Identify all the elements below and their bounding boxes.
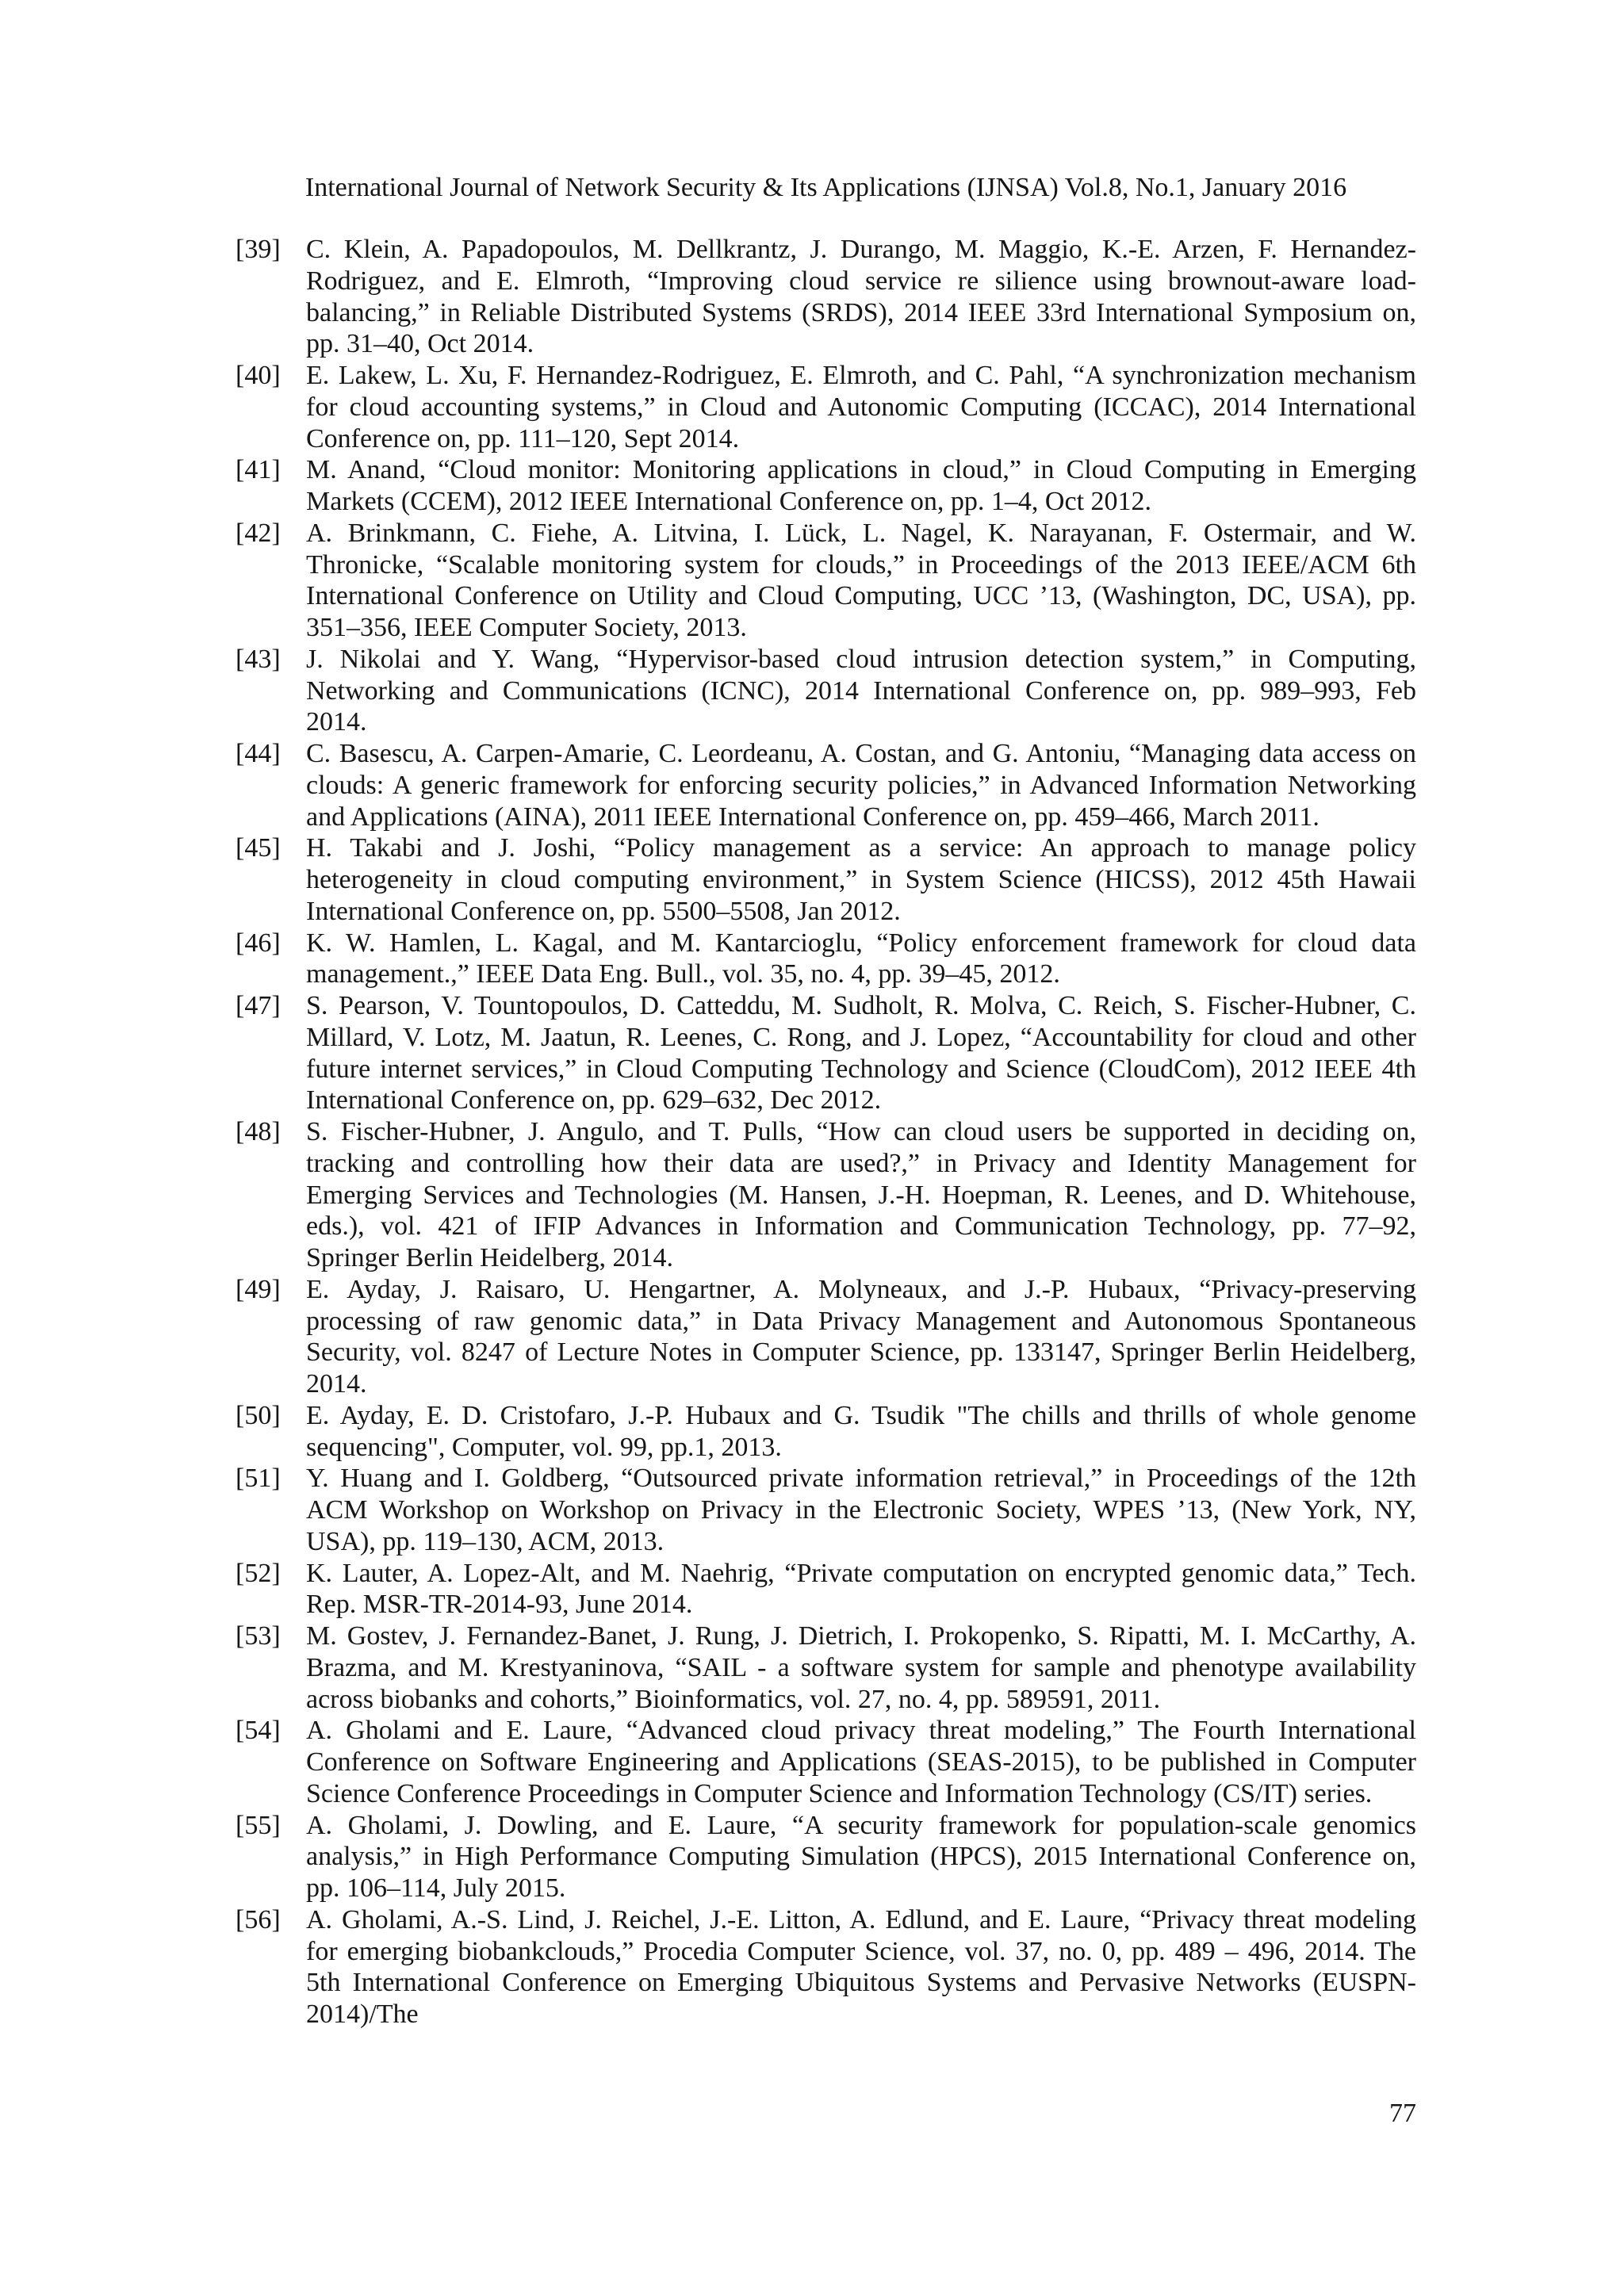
reference-item xyxy=(236,234,1416,360)
reference-number: [45] xyxy=(236,833,281,863)
reference-line: Security, vol. 8247 of Lecture Notes in Computer Science, pp. 133147, Springer Berlin Heidelberg, xyxy=(306,1337,1416,1368)
reference-item xyxy=(236,1274,1416,1400)
reference-line: management.,” IEEE Data Eng. Bull., vol. 35, no. 4, pp. 39–45, 2012. xyxy=(306,959,1060,989)
reference-number: [55] xyxy=(236,1810,281,1840)
reference-line: International Conference on, pp. 629–632, Dec 2012. xyxy=(306,1085,882,1115)
reference-line: E. Ayday, E. D. Cristofaro, J.-P. Hubaux and G. Tsudik "The chills and thrills of whole genome xyxy=(306,1400,1416,1430)
reference-item xyxy=(236,1400,1416,1464)
reference-item xyxy=(236,1621,1416,1715)
reference-list xyxy=(236,234,1416,2030)
reference-line: M. Gostev, J. Fernandez-Banet, J. Rung, J. Dietrich, I. Prokopenko, S. Ripatti, M. I. McCarthy, A. xyxy=(306,1621,1416,1651)
reference-number: [49] xyxy=(236,1274,281,1304)
reference-number: [51] xyxy=(236,1464,281,1494)
reference-item xyxy=(236,360,1416,454)
reference-line: for emerging biobankclouds,” Procedia Computer Science, vol. 37, no. 0, pp. 489 – 496, 2014. The xyxy=(306,1936,1416,1966)
reference-number: [39] xyxy=(236,235,281,264)
reference-item xyxy=(236,928,1416,991)
reference-line: for cloud accounting systems,” in Cloud and Autonomic Computing (ICCAC), 2014 International xyxy=(306,392,1416,422)
reference-item xyxy=(236,738,1416,832)
reference-number: [40] xyxy=(236,361,281,390)
reference-line: clouds: A generic framework for enforcing security policies,” in Advanced Information Networking xyxy=(306,770,1416,800)
reference-line: future internet services,” in Cloud Computing Technology and Science (CloudCom), 2012 IEEE 4th xyxy=(306,1054,1416,1084)
reference-number: [44] xyxy=(236,739,281,768)
reference-item xyxy=(236,454,1416,518)
reference-line: Brazma, and M. Krestyaninova, “SAIL - a software system for sample and phenotype availability xyxy=(306,1652,1416,1682)
reference-line: 5th International Conference on Emerging Ubiquitous Systems and Pervasive Networks (EUSPN- xyxy=(306,1968,1416,1998)
reference-line: processing of raw genomic data,” in Data Privacy Management and Autonomous Spontaneous xyxy=(306,1306,1416,1336)
reference-number: [50] xyxy=(236,1400,281,1430)
reference-line: eds.), vol. 421 of IFIP Advances in Information and Communication Technology, pp. 77–92, xyxy=(306,1211,1416,1242)
reference-line: E. Ayday, J. Raisaro, U. Hengartner, A. Molyneaux, and J.-P. Hubaux, “Privacy-preserving xyxy=(306,1274,1416,1304)
running-header: International Journal of Network Security & Its Applications (IJNSA) Vol.8, No.1, January 2016 xyxy=(304,173,1347,202)
reference-line: A. Gholami and E. Laure, “Advanced cloud privacy threat modeling,” The Fourth International xyxy=(306,1716,1416,1746)
reference-line: Millard, V. Lotz, M. Jaatun, R. Leenes, C. Rong, and J. Lopez, “Accountability for cloud and other xyxy=(306,1022,1416,1052)
reference-line: Rep. MSR-TR-2014-93, June 2014. xyxy=(306,1590,693,1620)
reference-line: H. Takabi and J. Joshi, “Policy management as a service: An approach to manage policy xyxy=(306,833,1416,863)
page-number: 77 xyxy=(1389,2099,1416,2128)
reference-line: 2014. xyxy=(306,707,367,737)
reference-line: J. Nikolai and Y. Wang, “Hypervisor-based cloud intrusion detection system,” in Computing, xyxy=(306,644,1416,674)
reference-line: A. Gholami, J. Dowling, and E. Laure, “A security framework for population-scale genomics xyxy=(306,1810,1416,1840)
reference-line: pp. 106–114, July 2015. xyxy=(306,1873,566,1903)
reference-number: [56] xyxy=(236,1904,281,1934)
reference-item xyxy=(236,832,1416,927)
reference-line: C. Basescu, A. Carpen-Amarie, C. Leordeanu, A. Costan, and G. Antoniu, “Managing data access on xyxy=(306,739,1416,768)
reference-line: tracking and controlling how their data are used?,” in Privacy and Identity Management for xyxy=(306,1148,1416,1178)
reference-line: Springer Berlin Heidelberg, 2014. xyxy=(306,1243,674,1272)
reference-line: ACM Workshop on Workshop on Privacy in the Electronic Society, WPES ’13, (New York, NY, xyxy=(306,1495,1416,1525)
reference-number: [46] xyxy=(236,928,281,958)
reference-number: [41] xyxy=(236,455,281,485)
reference-item xyxy=(236,1558,1416,1621)
reference-line: balancing,” in Reliable Distributed Systems (SRDS), 2014 IEEE 33rd International Symposium on, xyxy=(306,297,1416,327)
reference-number: [53] xyxy=(236,1621,281,1651)
reference-line: Emerging Services and Technologies (M. Hansen, J.-H. Hoepman, R. Leenes, and D. Whitehouse, xyxy=(306,1180,1416,1210)
reference-line: C. Klein, A. Papadopoulos, M. Dellkrantz, J. Durango, M. Maggio, K.-E. Arzen, F. Hernandez- xyxy=(306,235,1416,264)
reference-line: Networking and Communications (ICNC), 2014 International Conference on, pp. 989–993, Feb xyxy=(306,675,1416,706)
reference-line: pp. 31–40, Oct 2014. xyxy=(306,329,534,359)
reference-number: [54] xyxy=(236,1716,281,1746)
reference-line: A. Brinkmann, C. Fiehe, A. Litvina, I. Lück, L. Nagel, K. Narayanan, F. Ostermair, and W. xyxy=(306,518,1416,548)
reference-item xyxy=(236,1116,1416,1274)
reference-line: analysis,” in High Performance Computing Simulation (HPCS), 2015 International Conference on, xyxy=(306,1842,1416,1872)
reference-line: International Conference on Utility and Cloud Computing, UCC ’13, (Washington, DC, USA), pp. xyxy=(306,581,1416,611)
reference-number: [47] xyxy=(236,991,281,1020)
reference-item xyxy=(236,644,1416,738)
reference-line: Thronicke, “Scalable monitoring system for clouds,” in Proceedings of the 2013 IEEE/ACM 6th xyxy=(306,549,1416,580)
reference-line: K. Lauter, A. Lopez-Alt, and M. Naehrig, “Private computation on encrypted genomic data,” Tech. xyxy=(306,1558,1416,1588)
reference-line: Science Conference Proceedings in Computer Science and Information Technology (CS/IT) series. xyxy=(306,1778,1373,1808)
reference-line: 351–356, IEEE Computer Society, 2013. xyxy=(306,613,747,642)
reference-item xyxy=(236,518,1416,644)
reference-line: M. Anand, “Cloud monitor: Monitoring applications in cloud,” in Cloud Computing in Emerging xyxy=(306,455,1416,485)
reference-line: A. Gholami, A.-S. Lind, J. Reichel, J.-E. Litton, A. Edlund, and E. Laure, “Privacy threat modeling xyxy=(306,1904,1416,1934)
reference-line: 2014)/The xyxy=(306,1999,419,2029)
reference-line: 2014. xyxy=(306,1369,367,1399)
reference-line: across biobanks and cohorts,” Bioinformatics, vol. 27, no. 4, pp. 589591, 2011. xyxy=(306,1684,1161,1714)
reference-line: International Conference on, pp. 5500–5508, Jan 2012. xyxy=(306,896,901,926)
reference-line: Rodriguez, and E. Elmroth, “Improving cloud service re silience using brownout-aware load- xyxy=(306,266,1416,296)
reference-line: and Applications (AINA), 2011 IEEE International Conference on, pp. 459–466, March 2011. xyxy=(306,802,1320,832)
reference-item xyxy=(236,990,1416,1116)
reference-item xyxy=(236,1810,1416,1904)
reference-number: [48] xyxy=(236,1117,281,1146)
reference-line: Conference on, pp. 111–120, Sept 2014. xyxy=(306,423,740,453)
reference-line: Markets (CCEM), 2012 IEEE International Conference on, pp. 1–4, Oct 2012. xyxy=(306,487,1152,516)
reference-line: K. W. Hamlen, L. Kagal, and M. Kantarcioglu, “Policy enforcement framework for cloud data xyxy=(306,928,1416,958)
reference-line: USA), pp. 119–130, ACM, 2013. xyxy=(306,1526,665,1556)
reference-line: Conference on Software Engineering and Applications (SEAS-2015), to be published in Computer xyxy=(306,1747,1416,1777)
reference-line: S. Fischer-Hubner, J. Angulo, and T. Pulls, “How can cloud users be supported in deciding on, xyxy=(306,1117,1416,1146)
reference-number: [42] xyxy=(236,518,281,548)
reference-item xyxy=(236,1904,1416,2030)
reference-item xyxy=(236,1463,1416,1557)
reference-number: [43] xyxy=(236,644,281,674)
reference-number: [52] xyxy=(236,1558,281,1588)
reference-line: sequencing", Computer, vol. 99, pp.1, 2013. xyxy=(306,1432,782,1462)
reference-line: Y. Huang and I. Goldberg, “Outsourced private information retrieval,” in Proceedings of the 12th xyxy=(306,1464,1416,1494)
reference-item xyxy=(236,1715,1416,1809)
reference-line: heterogeneity in cloud computing environment,” in System Science (HICSS), 2012 45th Hawaii xyxy=(306,865,1416,894)
reference-line: E. Lakew, L. Xu, F. Hernandez-Rodriguez, E. Elmroth, and C. Pahl, “A synchronization mechanism xyxy=(306,361,1416,390)
reference-line: S. Pearson, V. Tountopoulos, D. Catteddu, M. Sudholt, R. Molva, C. Reich, S. Fischer-Hubner, C. xyxy=(306,991,1416,1020)
